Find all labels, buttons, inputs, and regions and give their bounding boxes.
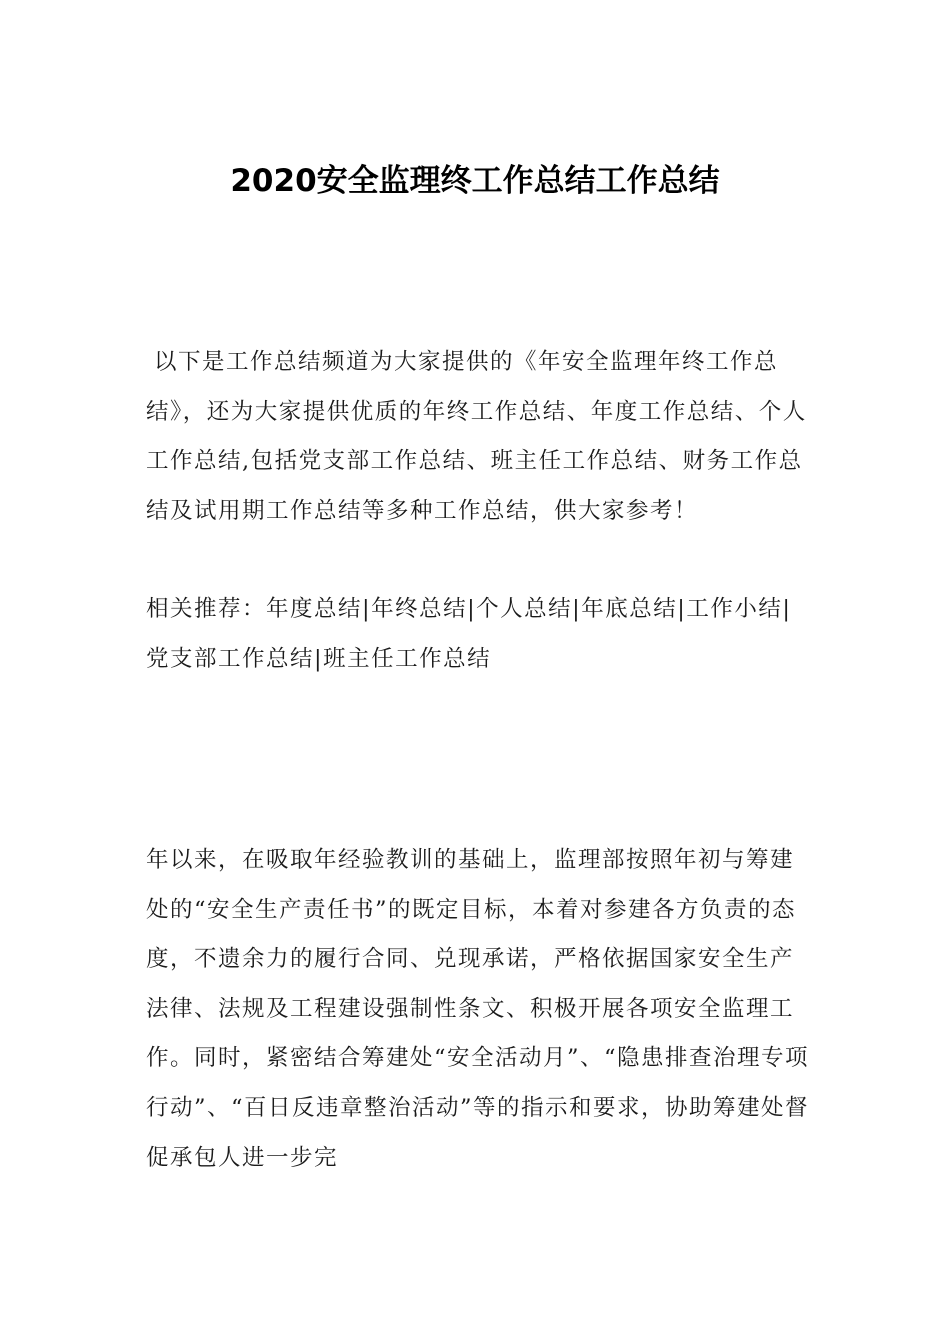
document-title: 2020安全监理终工作总结工作总结 xyxy=(230,163,720,199)
intro-paragraph xyxy=(146,338,810,536)
body-paragraph xyxy=(146,836,810,1183)
intro-text: 以下是工作总结频道为大家提供的《年安全监理年终工作总结》，还为大家提供优质的年终工作总结、年度工作总结、个人工作总结,包括党支部工作总结、班主任工作总结、财务工作总结及试用期工作总结等多种工作总结，供大家参考！ xyxy=(146,349,807,524)
recommend-line: 相关推荐：年度总结|年终总结|个人总结|年底总结|工作小结|党支部工作总结|班主任工作总结 xyxy=(146,596,792,672)
body-text: 年以来，在吸取年经验教训的基础上，监理部按照年初与筹建处的“安全生产责任书”的既定目标，本着对参建各方负责的态度，不遗余力的履行合同、兑现承诺，严格依据国家安全生产法律、法规及工程建设强制性条文、积极开展各项安全监理工作。同时，紧密结合筹建处“安全活动月”、“隐患排查治理专项行动”、“百日反违章整治活动”等的指示和要求，协助筹建处督促承包人进一步完 xyxy=(146,847,810,1171)
